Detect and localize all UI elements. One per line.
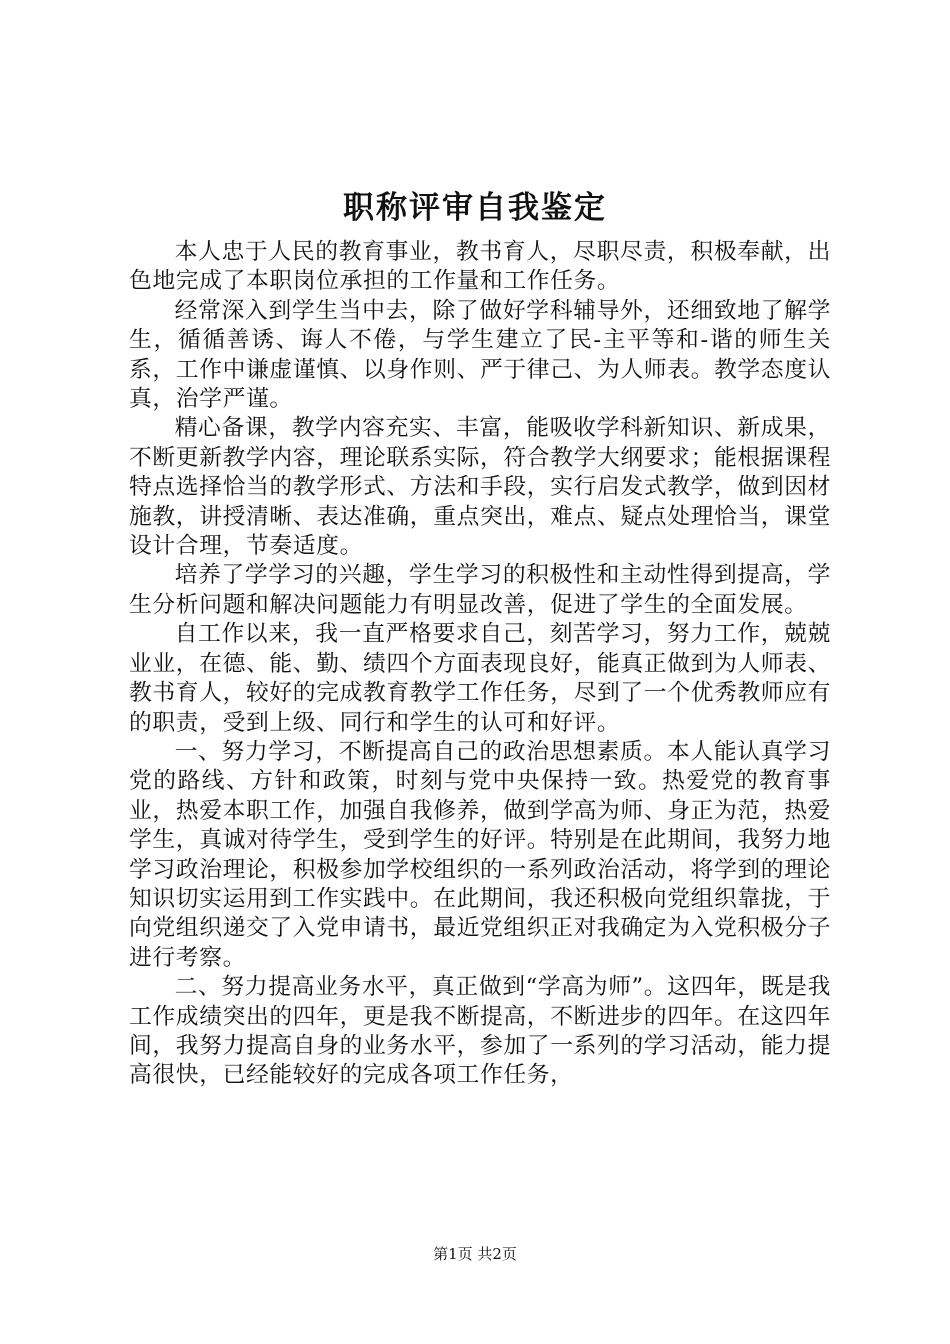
document-title: 职称评审自我鉴定 bbox=[343, 190, 607, 226]
paragraph-3: 精心备课，教学内容充实、丰富，能吸收学科新知识、新成果，不断更新教学内容，理论联系实际，符合教学大纲要求；能根据课程特点选择恰当的教学形式、方法和手段，实行启发式教学，做到因材施教，讲授清晰、表达准确，重点突出，难点、疑点处理恰当，课堂设计合理，节奏适度。 bbox=[129, 415, 831, 560]
paragraph-4: 培养了学学习的兴趣，学生学习的积极性和主动性得到提高，学生分析问题和解决问题能力有明显改善，促进了学生的全面发展。 bbox=[129, 562, 831, 618]
paragraph-5: 自工作以来，我一直严格要求自己，刻苦学习，努力工作，兢兢业业，在德、能、勤、绩四个方面表现良好，能真正做到为人师表、教书育人，较好的完成教育教学工作任务，尽到了一个优秀教师应有的职责，受到上级、同行和学生的认可和好评。 bbox=[129, 621, 831, 736]
paragraph-1: 本人忠于人民的教育事业，教书育人，尽职尽责，积极奉献，出色地完成了本职岗位承担的工作量和工作任务。 bbox=[129, 239, 831, 295]
paragraph-6: 一、努力学习，不断提高自己的政治思想素质。本人能认真学习党的路线、方针和政策，时刻与党中央保持一致。热爱党的教育事业，热爱本职工作，加强自我修养，做到学高为师、身正为范，热爱学生，真诚对待学生，受到学生的好评。特别是在此期间，我努力地学习政治理论，积极参加学校组织的一系列政治活动，将学到的理论知识切实运用到工作实践中。在此期间，我还积极向党组织靠拢，于向党组织递交了入党申请书，最近党组织正对我确定为入党积极分子进行考察。 bbox=[129, 738, 831, 971]
paragraph-7: 二、努力提高业务水平，真正做到“学高为师”。这四年，既是我工作成绩突出的四年，更是我不断提高，不断进步的四年。在这四年间，我努力提高自身的业务水平，参加了一系列的学习活动，能力提高很快，已经能较好的完成各项工作任务， bbox=[129, 974, 831, 1089]
paragraph-2: 经常深入到学生当中去，除了做好学科辅导外，还细致地了解学生，循循善诱、诲人不倦，与学生建立了民-主平等和-谐的师生关系，工作中谦虚谨慎、以身作则、严于律己、为人师表。教学态度认真，治学严谨。 bbox=[129, 297, 831, 413]
page-number-footer: 第1页 共2页 bbox=[433, 1245, 517, 1263]
document-body bbox=[129, 238, 831, 1091]
